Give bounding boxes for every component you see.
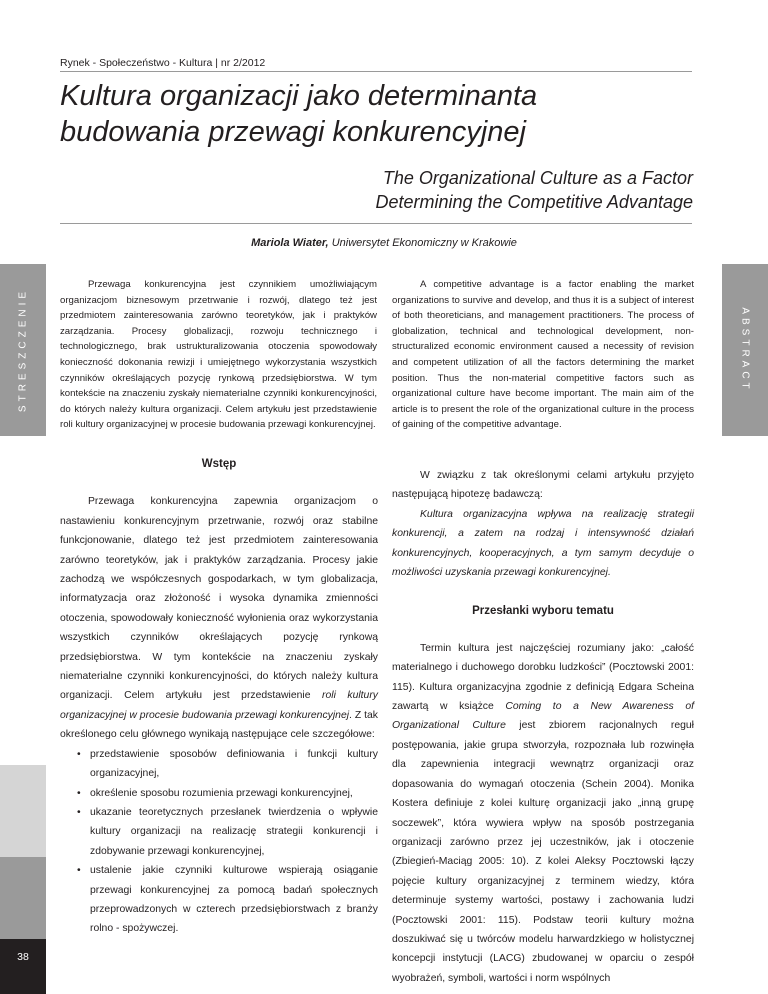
- article-title-pl: Kultura organizacji jako determinanta budowania przewagi konkurencyjnej: [60, 80, 538, 148]
- page-number-box: [0, 939, 46, 994]
- page-number: 38: [17, 951, 29, 963]
- section-heading-intro: Wstęp: [201, 458, 237, 470]
- article-title-en: The Organizational Culture as a Factor Determining the Competitive Advantage: [375, 168, 693, 212]
- decor-block-light: [0, 765, 46, 857]
- abstract-pl-label: STRESZCZENIE: [17, 287, 29, 413]
- abstract-en-text: A competitive advantage is a factor enabling the market organizations to survive and develop, and thus it is a subject of interest of both theoreticians, and management practitioners. The process of globalization, technical and technological development, non-structuralized economic environment caused a necessity of revision and competent utilization of all the factors determining the market position. Thus the non-material competitive factors such as organizational culture have become important. The main aim of the article is to present the role of the organizational culture in the process of gaining of the competitive advantage.: [392, 279, 694, 431]
- journal-header: Rynek - Społeczeństwo - Kultura | nr 2/2012: [60, 57, 266, 69]
- intro-paragraph: Przewaga konkurencyjna zapewnia organizacjom o nastawieniu konkurencyjnym przetrwanie, rozwój oraz stabilne funkcjonowanie, dlatego też jest przedmiotem zainteresowania zarówno teoretyków, jak i praktyków zarządzania. Procesy jakie zachodzą we współczesnych gospodarkach, w tym globalizacja, informatyzacja oraz złożoność i wysoka dynamika zmienności otoczenia, spowodowały konieczność wyłonienia oraz wykorzystania wszystkich czynników określających pozycję rynkową przedsiębiorstwa. W tym kontekście na znaczeniu zyskały niematerialne czynniki konkurencyjności, do których należy kultura organizacji. Celem artykułu jest przedstawienie roli kultury organizacyjnej w procesie budowania przewagi konkurencyjnej. Z tak określonego celu głównego wynikają następujące cele szczegółowe:: [60, 496, 378, 741]
- list-item: • ukazanie teoretycznych przesłanek twierdzenia o wpływie kultury organizacji na realizację strategii konkurencji i zdobywanie przewagi konkurencyjnej,: [90, 803, 378, 861]
- title-rule: [60, 223, 692, 224]
- author-name: Mariola Wiater,: [251, 237, 329, 249]
- list-item: • przedstawienie sposobów definiowania i funkcji kultury organizacyjnej,: [90, 745, 378, 784]
- abstract-en-label: ABSTRACT: [739, 307, 751, 393]
- hypothesis-intro: W związku z tak określonymi celami artykułu przyjęto następującą hipotezę badawczą:: [392, 470, 694, 501]
- abstract-pl-text: Przewaga konkurencyjna jest czynnikiem umożliwiającym organizacjom biznesowym przetrwanie i rozwój, dlatego też jest przedmiotem zainteresowania zarówno teoretyków, jak i praktyków zarządzania. Procesy globalizacji, rozwoju technicznego i technologicznego, brak ustrukturalizowania otoczenia spowodowały konieczność dokonania rewizji i umiejętnego wykorzystania wszystkich czynników określających pozycję rynkową przedsiębiorstwa. W tym kontekście na znaczeniu zyskały niematerialne czynniki konkurencyjności, do których należy kultura organizacji. Celem artykułu jest przedstawienie roli kultury organizacyjnej w procesie budowania przewagi konkurencyjnej.: [60, 279, 377, 431]
- left-column: [60, 455, 378, 939]
- author-line: [0, 237, 768, 249]
- decor-block-mid: [0, 857, 46, 939]
- list-item: • określenie sposobu rozumienia przewagi konkurencyjnej,: [90, 784, 378, 803]
- author-affiliation: Uniwersytet Ekonomiczny w Krakowie: [331, 237, 517, 249]
- hypothesis: Kultura organizacyjna wpływa na realizację strategii konkurencji, a zatem na rodzaj i intensywność działań konkurencyjnych, kooperacyjnych, a tym samym decyduje o możliwości uzyskania przewagi konkurencyjnej.: [392, 508, 694, 579]
- right-column: [392, 466, 694, 988]
- objectives-list: [60, 745, 378, 939]
- section-heading-topic: Przesłanki wyboru tematu: [472, 605, 614, 618]
- header-rule: [60, 71, 692, 72]
- topic-paragraph: Termin kultura jest najczęściej rozumiany jako: „całość materialnego i duchowego dorobku ludzkości” (Pocztowski 2001: 115). Kultura organizacyjna zgodnie z definicją Edgara Scheina zawartą w książce Coming to a New Awareness of Organizational Culture jest zbiorem racjonalnych reguł postępowania, jakie grupa stworzyła, rozpoznała lub rozwinęła dla zapewnienia integracji wewnątrz organizacji oraz dopasowania do wymagań otoczenia (Schein 2004). Monika Kostera definiuje z kolei kulturę organizacji jako „inną grupę soczewek”, która wywiera wpływ na sposób postrzegania organizacji zarówno przez jej uczestników, jak i otoczenie (Zbiegień-Maciąg 2005: 10). Z kolei Aleksy Pocztowski łączy pojęcie kultury organizacyjnej z terminem wiedzy, która determinuje systemy wartości, postawy i zachowania ludzi (Pocztowski 2001: 115). Podstaw teorii kultury można doszukiwać się u twórców modelu harwardzkiego w holistycznej koncepcji instytucji (LACG) zbudowanej w oparciu o zespół wyobrażeń, symboli, wartości i norm wspólnych: [392, 642, 694, 984]
- list-item: • ustalenie jakie czynniki kulturowe wspierają osiąganie przewagi konkurencyjnej za pomocą badań społecznych przeprowadzonych w czterech przedsiębiorstwach z branży rolno - spożywczej.: [90, 861, 378, 939]
